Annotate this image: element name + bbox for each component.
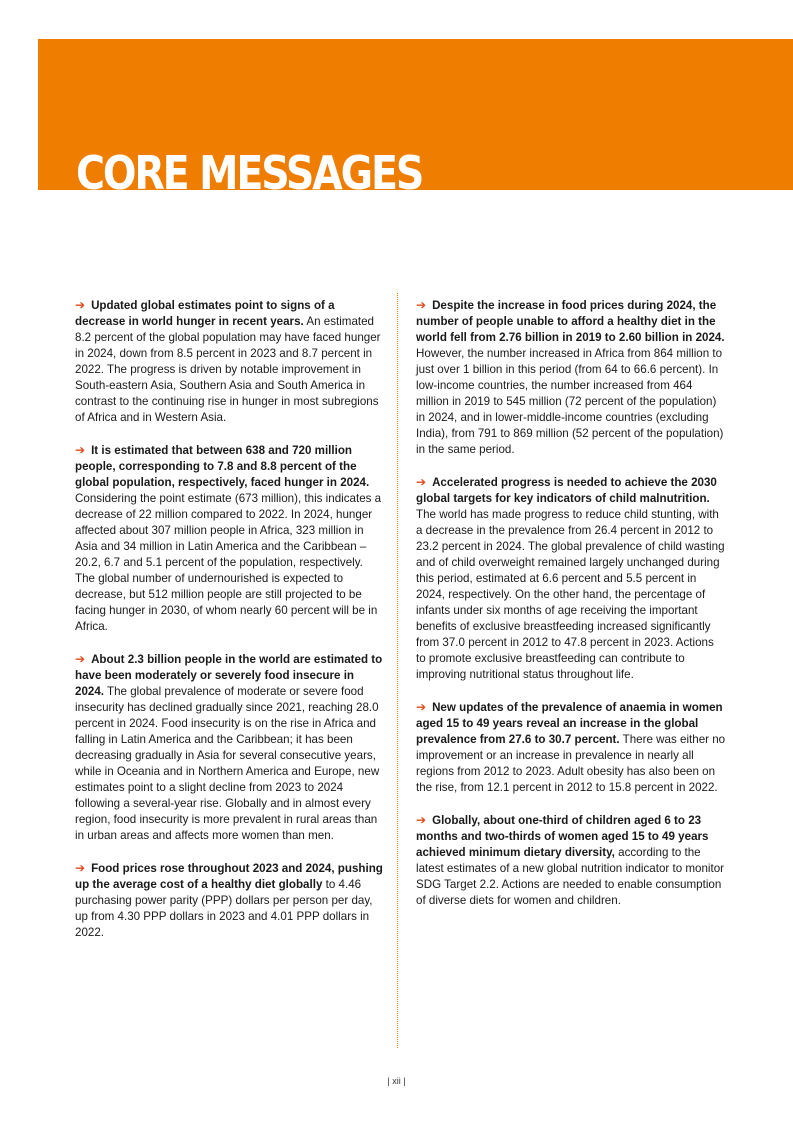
message-lead: Globally, about one-third of children aged 6 to 23 months and two-thirds of women aged 15 to 49 years achieved minimum dietary diversity, [416, 814, 709, 859]
arrow-right-icon: ➔ [75, 298, 86, 312]
message-lead: About 2.3 billion people in the world are estimated to have been moderately or severely food insecure in 2024. [75, 653, 383, 698]
arrow-right-icon: ➔ [416, 813, 427, 827]
core-message [75, 297, 385, 426]
core-message [75, 860, 385, 941]
arrow-right-icon: ➔ [75, 652, 86, 666]
message-body: to 4.46 purchasing power parity (PPP) dollars per person per day, up from 4.30 PPP dollars in 2023 and 4.01 PPP dollars in 2022. [75, 878, 373, 939]
message-body: according to the latest estimates of a new global nutrition indicator to monitor SDG Target 2.2. Actions are needed to enable consumption of diverse diets for women and children. [416, 846, 725, 907]
message-lead: Accelerated progress is needed to achieve the 2030 global targets for key indicators of child malnutrition. [416, 476, 717, 505]
core-message [416, 699, 726, 796]
message-lead: It is estimated that between 638 and 720 million people, corresponding to 7.8 and 8.8 percent of the global population, respectively, faced hunger in 2024. [75, 444, 370, 489]
core-message [416, 474, 726, 683]
arrow-right-icon: ➔ [416, 475, 427, 489]
arrow-right-icon: ➔ [416, 298, 427, 312]
arrow-right-icon: ➔ [75, 443, 86, 457]
message-body: However, the number increased in Africa from 864 million to just over 1 billion in this period (from 64 to 66.6 percent). In low-income countries, the number increased from 464 million in 2019 to 545 million (72 percent of the population) in 2024, and in lower-middle-income countries (excluding India), from 791 to 869 million (52 percent of the population) in the same period. [416, 347, 724, 456]
arrow-right-icon: ➔ [416, 700, 427, 714]
core-message [416, 297, 726, 458]
message-body: There was either no improvement or an increase in prevalence in nearly all regions from 2012 to 2023. Adult obesity has also been on the rise, from 12.1 percent in 2012 to 15.8 percent in 2022. [416, 733, 726, 794]
arrow-right-icon: ➔ [75, 861, 86, 875]
message-body: The global prevalence of moderate or severe food insecurity has declined gradually since 2021, reaching 28.0 percent in 2024. Food insecurity is on the rise in Africa and falling in Latin America and the Caribbean; it has been decreasing gradually in Asia for several consecutive years, while in Oceania and in Northern America and Europe, new estimates point to a slight decline from 2023 to 2024 following a several-year rise. Globally and in almost every region, food insecurity is more prevalent in rural areas than in urban areas and affects more women than men. [75, 685, 380, 842]
message-body: An estimated 8.2 percent of the global population may have faced hunger in 2024, down from 8.5 percent in 2023 and 8.7 percent in 2022. The progress is driven by notable improvement in South-eastern Asia, Southern Asia and South America in contrast to the continuing rise in hunger in most subregions of Africa and in Western Asia. [75, 315, 381, 424]
message-lead: Food prices rose throughout 2023 and 2024, pushing up the average cost of a healthy diet globally [75, 862, 383, 891]
core-message [75, 442, 385, 635]
message-body: The world has made progress to reduce child stunting, with a decrease in the prevalence from 26.4 percent in 2012 to 23.2 percent in 2024. The global prevalence of child wasting and of child overweight remained largely unchanged during this period, estimated at 6.6 percent and 5.5 percent in 2024, respectively. On the other hand, the percentage of infants under six months of age receiving the important benefits of exclusive breastfeeding increased significantly from 37.0 percent in 2012 to 47.8 percent in 2023. Actions to promote exclusive breastfeeding can contribute to improving nutritional status throughout life. [416, 508, 725, 681]
message-lead: New updates of the prevalence of anaemia in women aged 15 to 49 years reveal an increase in the global prevalence from 27.6 to 30.7 percent. [416, 701, 723, 746]
core-message [416, 812, 726, 909]
column-divider [397, 293, 398, 1048]
message-lead: Updated global estimates point to signs of a decrease in world hunger in recent years. [75, 299, 335, 328]
page-title: CORE MESSAGES [76, 146, 423, 200]
message-body: Considering the point estimate (673 million), this indicates a decrease of 22 million compared to 2022. In 2024, hunger affected about 307 million people in Africa, 323 million in Asia and 34 million in Latin America and the Caribbean – 20.2, 6.7 and 5.1 percent of the population, respectively. The global number of undernourished is expected to decrease, but 512 million people are still projected to be facing hunger in 2030, of whom nearly 60 percent will be in Africa. [75, 492, 382, 633]
core-message [75, 651, 385, 844]
message-lead: Despite the increase in food prices during 2024, the number of people unable to afford a healthy diet in the world fell from 2.76 billion in 2019 to 2.60 billion in 2024. [416, 299, 725, 344]
page-number: | xii | [387, 1076, 406, 1086]
header-banner [38, 39, 793, 200]
left-column [75, 297, 385, 957]
right-column [416, 297, 726, 925]
